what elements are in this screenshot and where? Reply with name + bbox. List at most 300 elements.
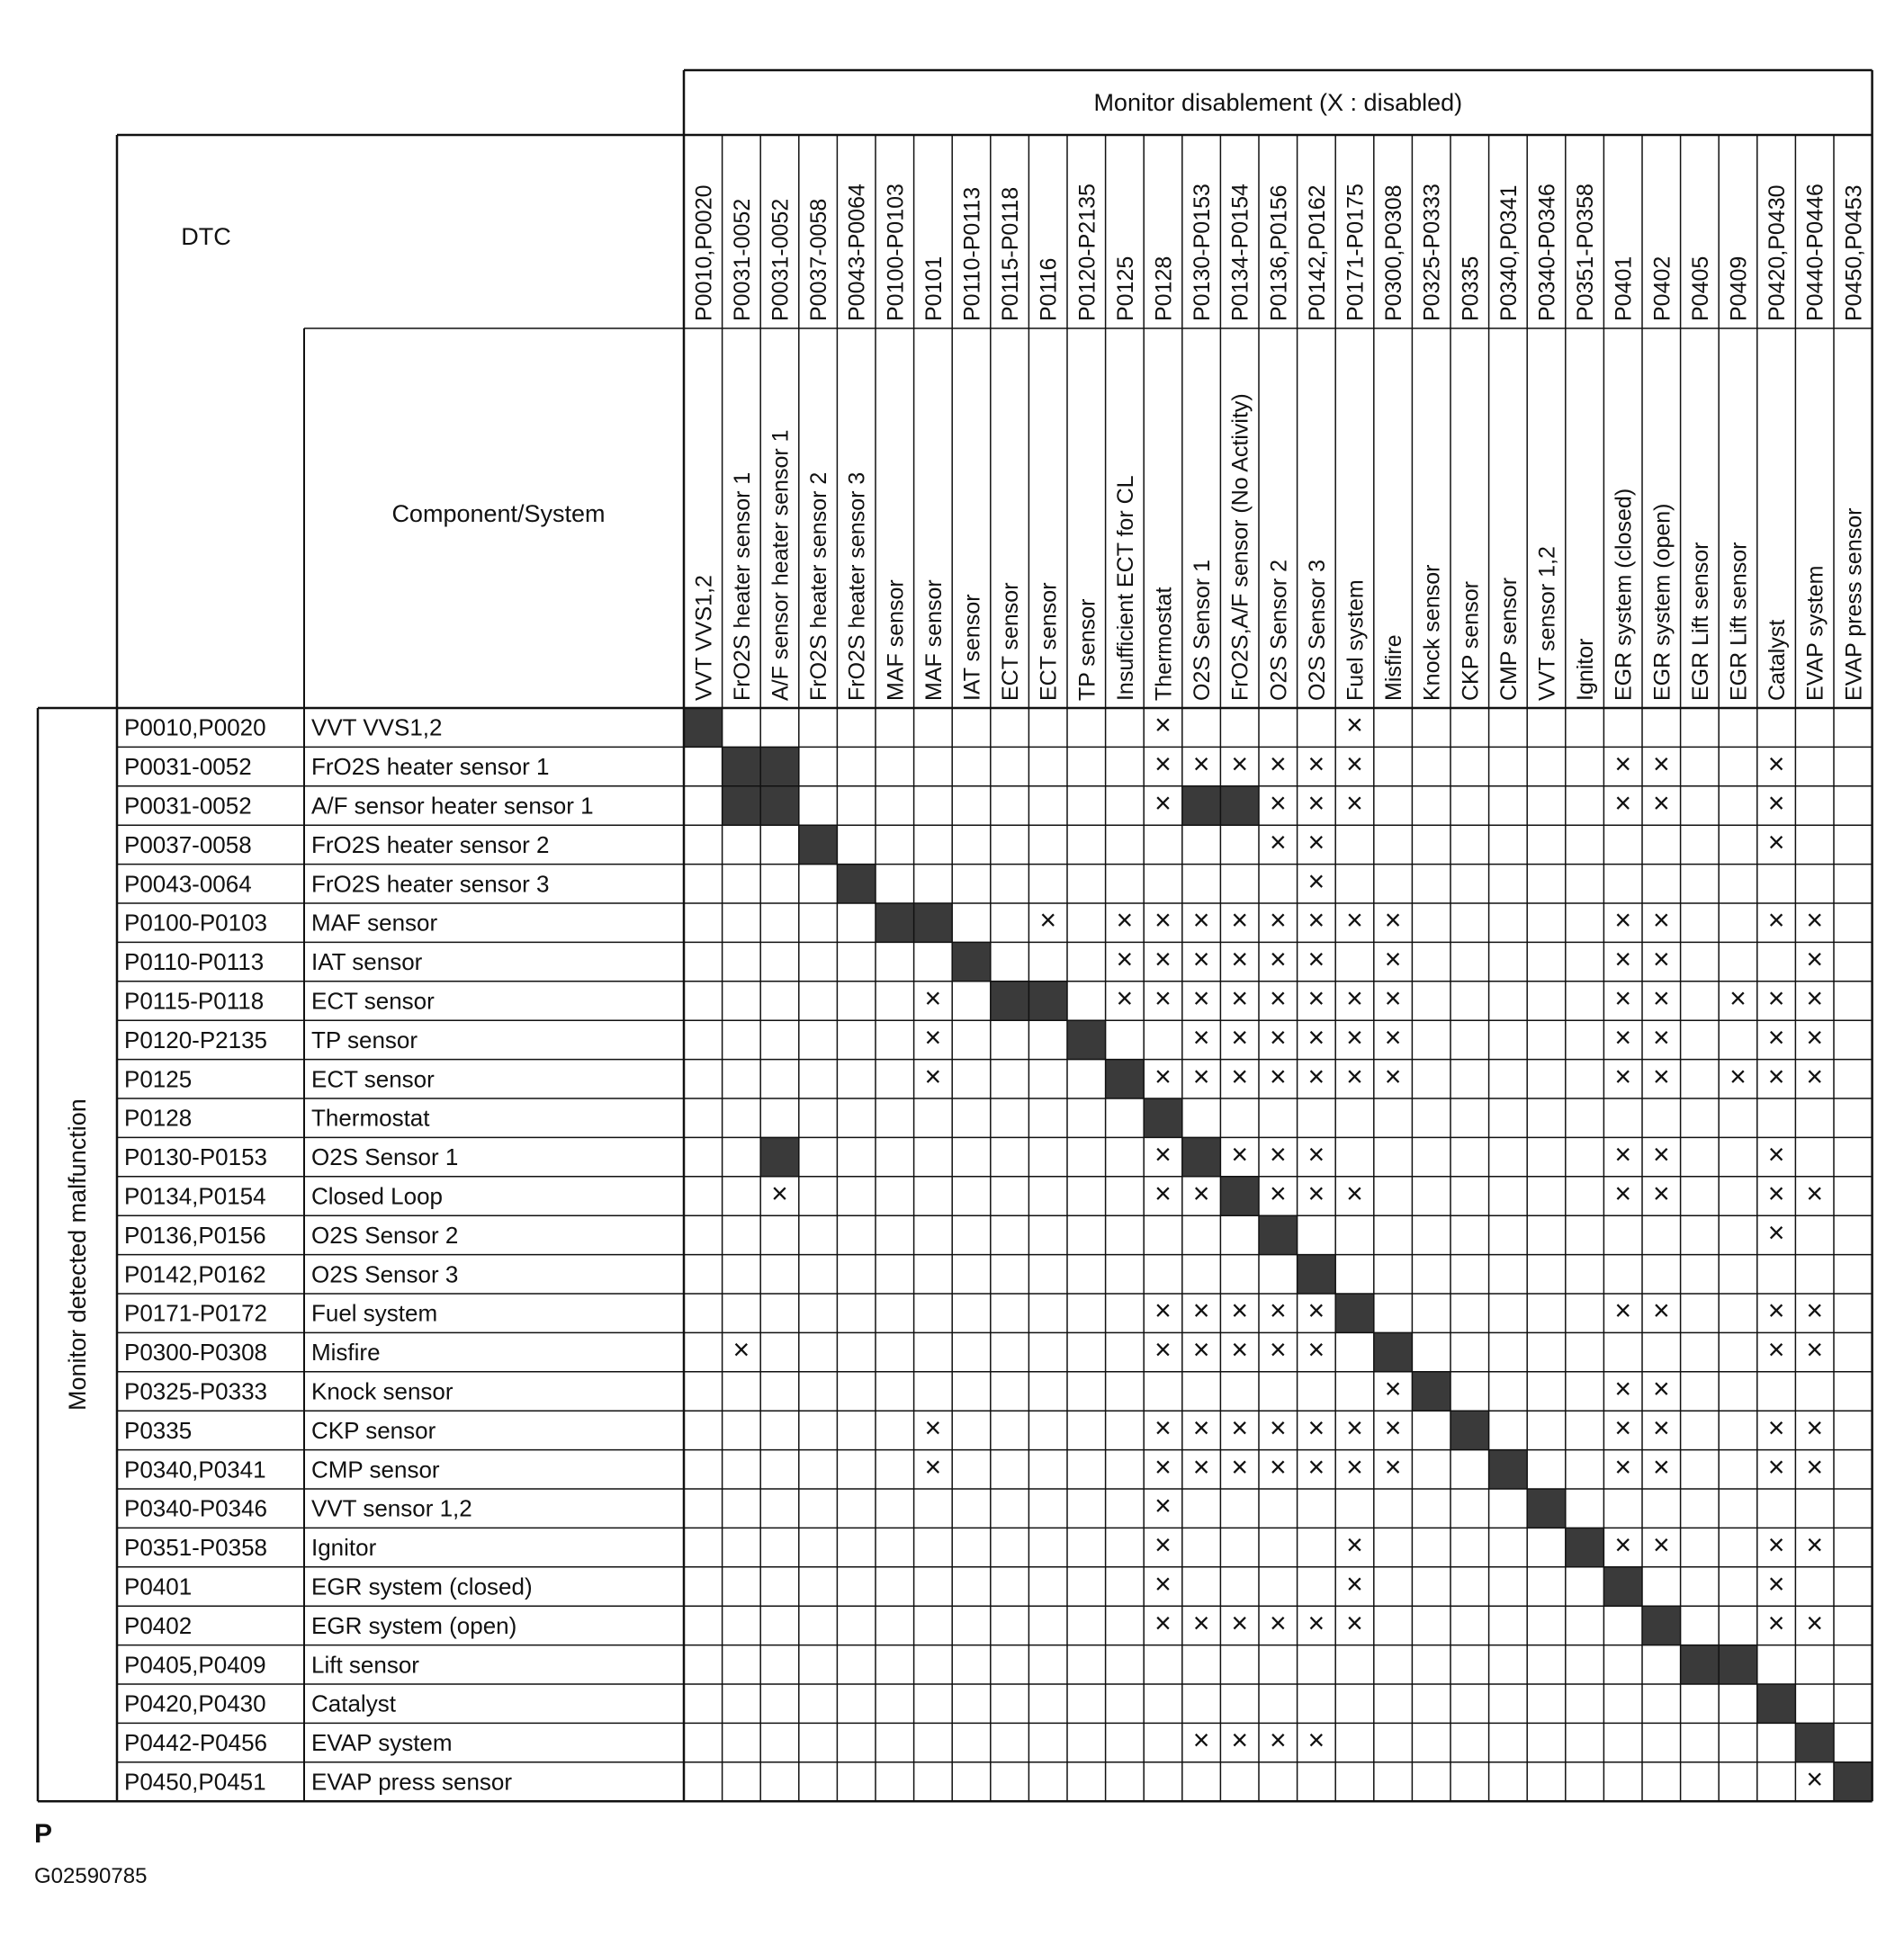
self-cell (1220, 786, 1259, 825)
disabled-mark: × (1307, 748, 1325, 781)
disabled-mark: × (1767, 1450, 1785, 1483)
disabled-mark: × (1307, 786, 1325, 820)
disabled-mark: × (1307, 825, 1325, 858)
row-dtc-label: P0128 (124, 1104, 193, 1132)
column-name-label: Insufficient ECT for CL (1112, 475, 1138, 701)
column-name-label: ECT sensor (998, 582, 1024, 701)
self-cell (952, 942, 991, 981)
column-dtc-label: P0351-P0358 (1573, 184, 1599, 321)
disabled-mark: × (1154, 1606, 1172, 1639)
self-cell (760, 1137, 799, 1176)
row-component-label: CMP sensor (311, 1456, 440, 1483)
column-dtc-label: P0405 (1687, 255, 1713, 321)
disabled-mark: × (1652, 786, 1670, 820)
row-component-label: Misfire (311, 1339, 381, 1367)
row-dtc-label: P0171-P0172 (124, 1299, 268, 1327)
disabled-mark: × (1614, 1411, 1632, 1444)
row-component-label: Fuel system (311, 1299, 438, 1327)
column-dtc-label: P0340,P0341 (1495, 184, 1522, 321)
column-name-label: EGR Lift sensor (1687, 542, 1713, 701)
row-dtc-label: P0340,P0341 (124, 1456, 266, 1483)
disabled-mark: × (1269, 1450, 1287, 1483)
disabled-mark: × (1154, 981, 1172, 1015)
row-component-label: FrO2S heater sensor 1 (311, 753, 550, 781)
row-dtc-label: P0136,P0156 (124, 1221, 266, 1249)
row-component-label: ECT sensor (311, 987, 435, 1015)
disabled-mark: × (1231, 1450, 1249, 1483)
self-cell (1182, 786, 1221, 825)
column-dtc-label: P0325-P0333 (1419, 184, 1445, 321)
column-name-label: EGR system (open) (1649, 503, 1675, 701)
column-name-label: FrO2S,A/F sensor (No Activity) (1227, 393, 1253, 701)
self-cell (1527, 1489, 1566, 1528)
row-component-label: O2S Sensor 3 (311, 1260, 459, 1288)
column-name-label: IAT sensor (959, 594, 985, 701)
disabled-mark: × (1231, 1294, 1249, 1327)
row-component-label: Thermostat (311, 1104, 430, 1132)
disabled-mark: × (1346, 1177, 1363, 1210)
row-component-label: FrO2S heater sensor 3 (311, 870, 550, 898)
disabled-mark: × (1806, 1020, 1824, 1053)
row-component-label: VVT sensor 1,2 (311, 1494, 472, 1522)
disabled-mark: × (1346, 981, 1363, 1015)
disabled-mark: × (1154, 1567, 1172, 1600)
row-dtc-label: P0351-P0358 (124, 1534, 268, 1562)
disabled-mark: × (1192, 1606, 1210, 1639)
disabled-mark: × (1767, 1060, 1785, 1093)
disabled-mark: × (1767, 1528, 1785, 1562)
column-dtc-label: P0335 (1458, 255, 1484, 321)
row-component-label: EVAP system (311, 1729, 453, 1757)
column-dtc-label: P0402 (1649, 255, 1675, 321)
disabled-mark: × (1767, 903, 1785, 937)
disabled-mark: × (1806, 1177, 1824, 1210)
disabled-mark: × (1652, 1294, 1670, 1327)
self-cell (760, 747, 799, 785)
disabled-mark: × (1384, 1060, 1402, 1093)
self-cell (1067, 1020, 1106, 1059)
disabled-mark: × (1806, 1333, 1824, 1367)
row-component-label: TP sensor (311, 1026, 418, 1053)
column-dtc-label: P0115-P0118 (998, 186, 1024, 321)
self-cell (1028, 981, 1067, 1020)
disabled-mark: × (1231, 981, 1249, 1015)
column-dtc-label: P0031-0052 (768, 198, 794, 321)
self-cell (1450, 1411, 1489, 1449)
disabled-mark: × (1307, 1138, 1325, 1171)
column-dtc-label: P0110-P0113 (959, 186, 985, 321)
disabled-mark: × (1652, 981, 1670, 1015)
disabled-mark: × (1614, 1060, 1632, 1093)
disabled-mark: × (1806, 1450, 1824, 1483)
disabled-mark: × (1307, 943, 1325, 976)
column-name-label: EGR system (closed) (1611, 488, 1637, 701)
column-dtc-label: P0409 (1726, 255, 1752, 321)
disabled-mark: × (1192, 1450, 1210, 1483)
disabled-mark: × (1154, 1489, 1172, 1522)
disabled-mark: × (1269, 1294, 1287, 1327)
disabled-mark: × (1614, 748, 1632, 781)
row-group-label: Monitor detected malfunction (64, 1098, 91, 1411)
row-dtc-label: P0100-P0103 (124, 909, 268, 937)
disabled-mark: × (1307, 1060, 1325, 1093)
row-component-label: Closed Loop (311, 1182, 443, 1210)
disabled-mark: × (1614, 1294, 1632, 1327)
disabled-mark: × (1767, 1020, 1785, 1053)
disabled-mark: × (1307, 981, 1325, 1015)
disabled-mark: × (1346, 1450, 1363, 1483)
disabled-mark: × (1231, 748, 1249, 781)
disabled-mark: × (1346, 1060, 1363, 1093)
disabled-mark: × (1346, 708, 1363, 741)
disabled-mark: × (1806, 1528, 1824, 1562)
disabled-mark: × (1307, 1411, 1325, 1444)
self-cell (723, 747, 761, 785)
self-cell (1489, 1450, 1528, 1489)
row-dtc-label: P0120-P2135 (124, 1026, 268, 1053)
column-dtc-label: P0420,P0430 (1765, 184, 1791, 321)
self-cell (876, 903, 914, 942)
row-component-label: Ignitor (311, 1534, 377, 1562)
disabled-mark: × (1346, 1528, 1363, 1562)
disabled-mark: × (1307, 1294, 1325, 1327)
disabled-mark: × (1767, 1294, 1785, 1327)
disabled-mark: × (1614, 1528, 1632, 1562)
disabled-mark: × (1767, 1606, 1785, 1639)
self-cell (1795, 1723, 1834, 1761)
disabled-mark: × (924, 1450, 942, 1483)
self-cell (1834, 1762, 1873, 1801)
disabled-mark: × (1192, 903, 1210, 937)
disabled-mark: × (1307, 1020, 1325, 1053)
disabled-mark: × (1806, 1411, 1824, 1444)
self-cell (1335, 1294, 1374, 1332)
self-cell (1220, 1177, 1259, 1215)
disabled-mark: × (1806, 903, 1824, 937)
column-name-label: Misfire (1381, 634, 1407, 701)
disabled-mark: × (732, 1333, 750, 1367)
column-dtc-label: P0134-P0154 (1227, 184, 1253, 321)
column-name-label: Fuel system (1343, 579, 1369, 701)
self-cell (914, 903, 953, 942)
disabled-mark: × (1767, 748, 1785, 781)
disabled-mark: × (1384, 981, 1402, 1015)
disabled-mark: × (1806, 981, 1824, 1015)
disabled-mark: × (1116, 981, 1134, 1015)
disabled-mark: × (1614, 1020, 1632, 1053)
disabled-mark: × (1767, 1177, 1785, 1210)
self-cell (1642, 1606, 1681, 1645)
row-dtc-label: P0130-P0153 (124, 1143, 268, 1171)
row-component-label: Lift sensor (311, 1651, 419, 1679)
disabled-mark: × (1767, 1215, 1785, 1249)
column-name-label: VVT sensor 1,2 (1534, 546, 1560, 701)
row-dtc-label: P0300-P0308 (124, 1339, 268, 1367)
disabled-mark: × (1346, 1411, 1363, 1444)
dtc-header-label: DTC (181, 223, 231, 250)
self-cell (837, 865, 876, 903)
disabled-mark: × (1192, 1724, 1210, 1757)
disabled-mark: × (1154, 903, 1172, 937)
column-dtc-label: P0142,P0162 (1304, 184, 1330, 321)
column-dtc-label: P0125 (1112, 255, 1138, 321)
disabled-mark: × (1116, 943, 1134, 976)
row-component-label: MAF sensor (311, 909, 438, 937)
disabled-mark: × (1384, 1020, 1402, 1053)
row-dtc-label: P0125 (124, 1065, 193, 1093)
row-dtc-label: P0115-P0118 (124, 987, 265, 1015)
disabled-mark: × (1192, 981, 1210, 1015)
row-dtc-label: P0031-0052 (124, 753, 252, 781)
disabled-mark: × (1652, 1528, 1670, 1562)
row-dtc-label: P0405,P0409 (124, 1651, 266, 1679)
disabled-mark: × (1346, 903, 1363, 937)
disabled-mark: × (1039, 903, 1057, 937)
column-name-label: CKP sensor (1458, 581, 1484, 701)
disabled-mark: × (1614, 981, 1632, 1015)
disabled-mark: × (1154, 1177, 1172, 1210)
disabled-mark: × (1614, 1450, 1632, 1483)
disabled-mark: × (1767, 1333, 1785, 1367)
disabled-mark: × (1307, 1450, 1325, 1483)
disabled-mark: × (1307, 903, 1325, 937)
disabled-mark: × (924, 1411, 942, 1444)
disabled-mark: × (1652, 1450, 1670, 1483)
disabled-mark: × (1269, 903, 1287, 937)
disabled-mark: × (1384, 1450, 1402, 1483)
column-dtc-label: P0043-P0064 (844, 184, 870, 321)
disabled-mark: × (1346, 1606, 1363, 1639)
disabled-mark: × (1269, 786, 1287, 820)
row-dtc-label: P0335 (124, 1416, 193, 1444)
disabled-mark: × (1192, 748, 1210, 781)
column-name-label: FrO2S heater sensor 3 (844, 471, 870, 701)
disabled-mark: × (1269, 1177, 1287, 1210)
column-dtc-label: P0171-P0175 (1343, 184, 1369, 321)
row-dtc-label: P0442-P0456 (124, 1729, 268, 1757)
disabled-mark: × (1231, 1724, 1249, 1757)
disabled-mark: × (1231, 903, 1249, 937)
column-name-label: Catalyst (1765, 619, 1791, 701)
disabled-mark: × (1192, 1294, 1210, 1327)
disabled-mark: × (1192, 1020, 1210, 1053)
column-dtc-label: P0340-P0346 (1534, 184, 1560, 321)
disabled-mark: × (1269, 1606, 1287, 1639)
disabled-mark: × (1614, 1372, 1632, 1405)
self-cell (1603, 1567, 1642, 1606)
disabled-mark: × (1269, 943, 1287, 976)
disabled-mark: × (1307, 1606, 1325, 1639)
disabled-mark: × (1346, 786, 1363, 820)
disabled-mark: × (1231, 1606, 1249, 1639)
disabled-mark: × (1269, 825, 1287, 858)
disabled-mark: × (1269, 1333, 1287, 1367)
disabled-mark: × (1116, 903, 1134, 937)
self-cell (684, 708, 723, 747)
self-cell (1757, 1684, 1796, 1723)
self-cell (1566, 1528, 1604, 1566)
disabled-mark: × (1154, 1333, 1172, 1367)
disabled-mark: × (1154, 1138, 1172, 1171)
disabled-mark: × (1346, 1020, 1363, 1053)
row-dtc-label: P0340-P0346 (124, 1494, 268, 1522)
disabled-mark: × (1269, 1138, 1287, 1171)
self-cell (760, 786, 799, 825)
column-name-label: VVT VVS1,2 (691, 575, 717, 701)
column-dtc-label: P0130-P0153 (1190, 184, 1216, 321)
disabled-mark: × (924, 1060, 942, 1093)
column-name-label: CMP sensor (1495, 577, 1522, 701)
row-component-label: O2S Sensor 2 (311, 1221, 459, 1249)
column-name-label: O2S Sensor 2 (1266, 559, 1292, 701)
disabled-mark: × (1269, 1020, 1287, 1053)
disabled-mark: × (1154, 1450, 1172, 1483)
row-component-label: IAT sensor (311, 948, 423, 976)
disabled-mark: × (771, 1177, 788, 1210)
disabled-mark: × (924, 981, 942, 1015)
disabled-mark: × (1307, 1177, 1325, 1210)
row-dtc-label: P0031-0052 (124, 792, 252, 820)
disabled-mark: × (1652, 1138, 1670, 1171)
row-dtc-label: P0402 (124, 1611, 193, 1639)
column-dtc-label: P0120-P2135 (1074, 184, 1100, 321)
row-component-label: EVAP press sensor (311, 1768, 513, 1796)
disabled-mark: × (1269, 748, 1287, 781)
disabled-mark: × (1154, 786, 1172, 820)
disabled-mark: × (924, 1020, 942, 1053)
column-name-label: Ignitor (1573, 638, 1599, 701)
disabled-mark: × (1767, 981, 1785, 1015)
row-component-label: VVT VVS1,2 (311, 713, 443, 741)
self-cell (723, 786, 761, 825)
column-dtc-label: P0101 (921, 255, 947, 321)
disabled-mark: × (1231, 1411, 1249, 1444)
column-name-label: Knock sensor (1419, 564, 1445, 701)
column-name-label: FrO2S heater sensor 1 (729, 471, 755, 701)
column-name-label: EVAP system (1802, 565, 1828, 701)
self-cell (1144, 1098, 1182, 1137)
column-name-label: FrO2S heater sensor 2 (806, 471, 832, 701)
column-name-label: O2S Sensor 3 (1304, 559, 1330, 701)
row-dtc-label: P0037-0058 (124, 830, 252, 858)
disabled-mark: × (1806, 1762, 1824, 1796)
disabled-mark: × (1614, 943, 1632, 976)
disabled-mark: × (1614, 1138, 1632, 1171)
row-component-label: ECT sensor (311, 1065, 435, 1093)
row-component-label: EGR system (open) (311, 1611, 517, 1639)
disabled-mark: × (1231, 1020, 1249, 1053)
disabled-mark: × (1154, 708, 1172, 741)
row-dtc-label: P0043-0064 (124, 870, 252, 898)
column-name-label: ECT sensor (1036, 582, 1062, 701)
disabled-mark: × (1192, 1411, 1210, 1444)
row-dtc-label: P0325-P0333 (124, 1377, 268, 1405)
self-cell (1681, 1645, 1720, 1684)
column-name-label: MAF sensor (921, 579, 947, 701)
disabled-mark: × (1729, 981, 1747, 1015)
disabled-mark: × (1192, 1060, 1210, 1093)
column-name-label: Thermostat (1151, 587, 1177, 701)
column-name-label: EGR Lift sensor (1726, 542, 1752, 701)
row-dtc-label: P0450,P0451 (124, 1768, 266, 1796)
disabled-mark: × (1806, 943, 1824, 976)
disabled-mark: × (1231, 1060, 1249, 1093)
disabled-mark: × (1652, 943, 1670, 976)
column-dtc-label: P0031-0052 (729, 198, 755, 321)
column-dtc-label: P0037-0058 (806, 198, 832, 321)
self-cell (1298, 1255, 1336, 1294)
row-component-label: EGR system (closed) (311, 1573, 533, 1600)
disabled-mark: × (1192, 1333, 1210, 1367)
column-dtc-label: P0440-P0446 (1802, 184, 1828, 321)
column-dtc-label: P0128 (1151, 255, 1177, 321)
disabled-mark: × (1231, 1138, 1249, 1171)
column-dtc-label: P0010,P0020 (691, 184, 717, 321)
column-dtc-label: P0450,P0453 (1841, 184, 1867, 321)
disabled-mark: × (1154, 1060, 1172, 1093)
row-component-label: O2S Sensor 1 (311, 1143, 459, 1171)
disabled-mark: × (1269, 1411, 1287, 1444)
self-cell (991, 981, 1029, 1020)
disabled-mark: × (1231, 943, 1249, 976)
disabled-mark: × (1384, 1411, 1402, 1444)
disabled-mark: × (1154, 943, 1172, 976)
disabled-mark: × (1384, 943, 1402, 976)
row-dtc-label: P0010,P0020 (124, 713, 266, 741)
disabled-mark: × (1614, 1177, 1632, 1210)
column-dtc-label: P0401 (1611, 255, 1637, 321)
disabled-mark: × (1307, 865, 1325, 898)
page-label: P (34, 1819, 53, 1849)
column-name-label: O2S Sensor 1 (1190, 559, 1216, 701)
disabled-mark: × (1269, 1724, 1287, 1757)
disabled-mark: × (1384, 903, 1402, 937)
disabled-mark: × (1154, 748, 1172, 781)
disabled-mark: × (1384, 1372, 1402, 1405)
disabled-mark: × (1652, 1372, 1670, 1405)
disabled-mark: × (1767, 786, 1785, 820)
disabled-mark: × (1307, 1333, 1325, 1367)
disabled-mark: × (1269, 981, 1287, 1015)
disabled-mark: × (1192, 1177, 1210, 1210)
disabled-mark: × (1652, 748, 1670, 781)
disabled-mark: × (1806, 1606, 1824, 1639)
disabled-mark: × (1767, 825, 1785, 858)
row-dtc-label: P0420,P0430 (124, 1690, 266, 1717)
disabled-mark: × (1154, 1528, 1172, 1562)
column-dtc-label: P0300,P0308 (1381, 184, 1407, 321)
disabled-mark: × (1652, 1020, 1670, 1053)
self-cell (1374, 1332, 1413, 1371)
component-header-label: Component/System (391, 500, 606, 527)
row-dtc-label: P0134,P0154 (124, 1182, 266, 1210)
column-name-label: A/F sensor heater sensor 1 (768, 429, 794, 701)
disabled-mark: × (1806, 1060, 1824, 1093)
row-dtc-label: P0110-P0113 (124, 948, 265, 976)
self-cell (1412, 1372, 1450, 1411)
row-component-label: CKP sensor (311, 1416, 436, 1444)
self-cell (1719, 1645, 1757, 1684)
disabled-mark: × (1767, 1567, 1785, 1600)
disabled-mark: × (1154, 1294, 1172, 1327)
column-name-label: MAF sensor (883, 579, 909, 701)
row-component-label: Knock sensor (311, 1377, 454, 1405)
disabled-mark: × (1346, 748, 1363, 781)
column-name-label: TP sensor (1074, 598, 1100, 701)
disabled-mark: × (1729, 1060, 1747, 1093)
disabled-mark: × (1154, 1411, 1172, 1444)
column-dtc-label: P0100-P0103 (883, 184, 909, 321)
